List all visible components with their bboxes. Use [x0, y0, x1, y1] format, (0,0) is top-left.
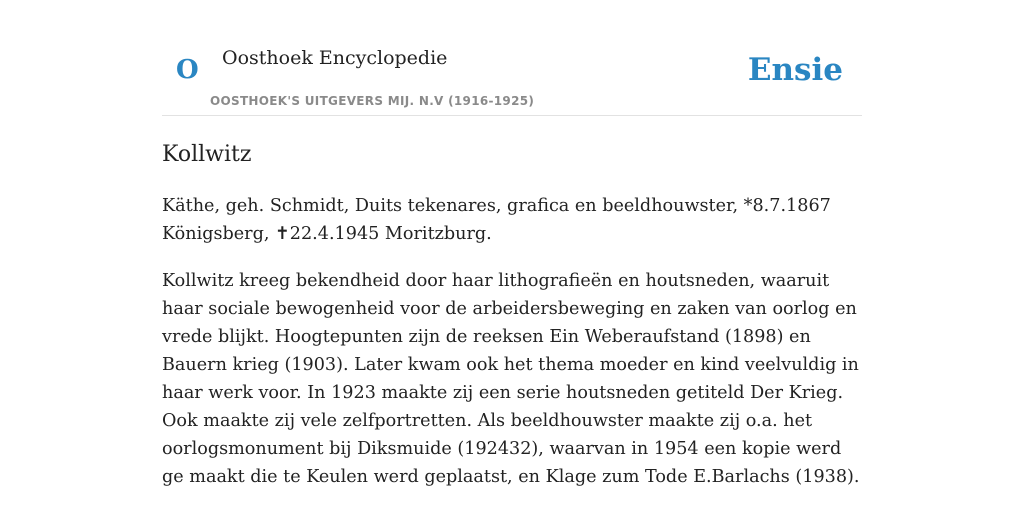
site-header: [162, 0, 862, 116]
ensie-brand-link[interactable]: Ensie: [747, 52, 843, 88]
page: [162, 0, 862, 512]
site-logo[interactable]: O: [176, 55, 199, 85]
entry-paragraph-1: Käthe, geh. Schmidt, Duits tekenares, grafica en beeldhouwster, *8.7.1867 Königsberg, ✝22.4.1945 Moritzburg.: [162, 196, 831, 244]
entry-paragraph-2: Kollwitz kreeg bekendheid door haar lithografieën en houtsneden, waaruit haar sociale bewogenheid voor de arbeidersbeweging en zaken van oorlog en vrede blijkt. Hoogtepunten zijn de reeksen Ein Weberaufstand (1898) en Bauern krieg (1903). Later kwam ook het thema moeder en kind veelvuldig in haar werk voor. In 1923 maakte zij een serie houtsneden getiteld Der Krieg. Ook maakte zij vele zelfportretten. Als beeldhouwster maakte zij o.a. het oorlogsmonument bij Diksmuide (192432), waarvan in 1954 een kopie werd ge maakt die te Keulen werd geplaatst, en Klage zum Tode E.Barlachs (1938).: [162, 271, 860, 487]
publisher-subtitle: OOSTHOEK'S UITGEVERS MIJ. N.V (1916-1925): [210, 94, 535, 108]
entry-title: Kollwitz: [162, 142, 252, 167]
site-title-link[interactable]: Oosthoek Encyclopedie: [222, 47, 448, 69]
